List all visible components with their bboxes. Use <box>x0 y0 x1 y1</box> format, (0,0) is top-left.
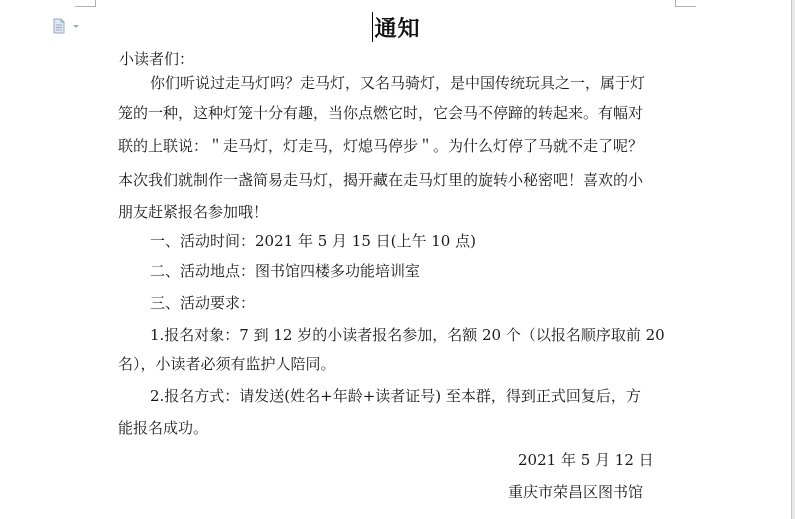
requirement-line: 2.报名方式：请发送(姓名+年龄+读者证号) 至本群，得到正式回复后，方 <box>150 387 641 405</box>
activity-location: 二、活动地点：图书馆四楼多功能培训室 <box>150 262 421 280</box>
document-title: 通知 <box>374 16 421 42</box>
requirement-line: 名），小读者必须有监护人陪同。 <box>118 355 336 373</box>
page-corner-mark-left <box>75 0 96 7</box>
requirement-line: 能报名成功。 <box>118 419 209 437</box>
text-cursor <box>372 12 373 42</box>
window-edge <box>791 0 795 519</box>
page-corner-mark-right <box>675 0 696 7</box>
activity-requirements-heading: 三、活动要求： <box>150 294 256 312</box>
requirement-line: 1.报名对象：7 到 12 岁的小读者报名参加，名额 20 个（以报名顺序取前 20 <box>150 326 665 344</box>
signature: 重庆市荣昌区图书馆 <box>508 483 644 501</box>
paragraph-line: 朋友赶紧报名参加哦！ <box>118 203 269 221</box>
activity-time: 一、活动时间：2021 年 5 月 15 日(上午 10 点) <box>150 232 476 250</box>
paragraph-line: 笼的一种，这种灯笼十分有趣，当你点燃它时，它会马不停蹄的转起来。有幅对 <box>118 104 644 122</box>
paragraph-line: 你们听说过走马灯吗？走马灯，又名马骑灯，是中国传统玩具之一，属于灯 <box>150 74 646 92</box>
paragraph-line: 联的上联说：＂走马灯，灯走马，灯熄马停步＂。为什么灯停了马就不走了呢？ <box>118 137 644 155</box>
issue-date: 2021 年 5 月 12 日 <box>518 451 654 469</box>
paragraph-line: 本次我们就制作一盏简易走马灯，揭开藏在走马灯里的旋转小秘密吧！喜欢的小 <box>118 171 644 189</box>
greeting: 小读者们： <box>119 50 195 68</box>
